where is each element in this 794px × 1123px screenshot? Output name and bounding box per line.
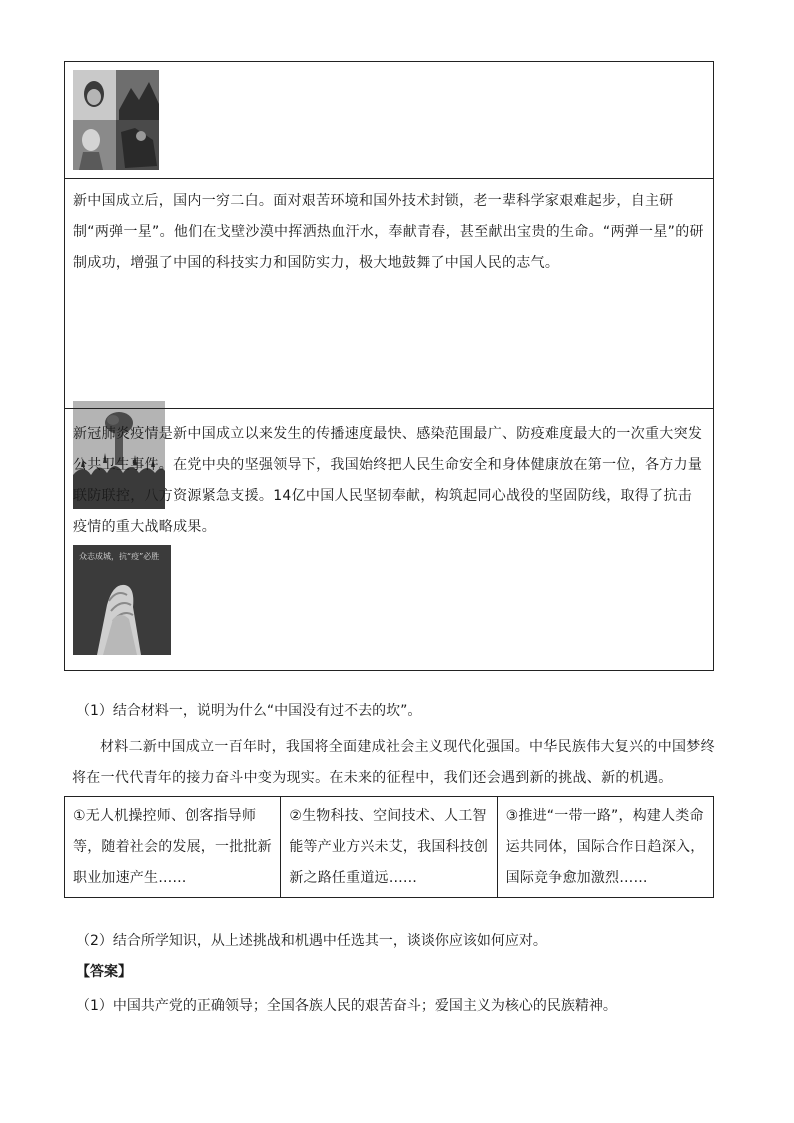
option-cell-1: ①无人机操控师、创客指导师等，随着社会的发展，一批批新职业加速产生…… [73,808,272,886]
answer-label: 【答案】 [76,964,132,980]
two-bombs-paragraph: 新中国成立后，国内一穷二白。面对艰苦环境和国外技术封锁，老一辈科学家艰难起步，自主研制“两弹一星”。他们在戈壁沙漠中挥洒热血汗水，奉献青春，甚至献出宝贵的生命。“两弹一星”的研制成功，增强了中国的科技实力和国防实力，极大地鼓舞了中国人民的志气。 [73,193,704,271]
epidemic-paragraph: 新冠肺炎疫情是新中国成立以来发生的传播速度最快、感染范围最广、防疫难度最大的一次重大突发公共卫生事件。在党中央的坚强领导下，我国始终把人民生命安全和身体健康放在第一位，各方力量联防联控，八方资源紧急支援。14亿中国人民坚韧奉献，构筑起同心战役的坚固防线，取得了抗击疫情的重大战略成果。 [73,426,703,535]
historical-photo-mosaic [73,70,159,170]
material-row-epidemic [65,408,713,670]
option-cell-2: ②生物科技、空间技术、人工智能等产业方兴未艾，我国科技创新之路任重道远…… [280,797,496,897]
poster-caption: 众志成城，抗“疫”必胜 [79,552,160,561]
challenge-options-table [64,796,714,898]
material-row-two-bombs [65,178,713,408]
material-row-photos [65,62,713,178]
question-2: （2）结合所学知识，从上述挑战和机遇中任选其一，谈谈你应该如何应对。 [76,933,547,949]
question-1: （1）结合材料一，说明为什么“中国没有过不去的坎”。 [76,703,422,719]
answer-1: （1）中国共产党的正确领导；全国各族人民的艰苦奋斗；爱国主义为核心的民族精神。 [76,998,617,1014]
material-two-paragraph: 材料二新中国成立一百年时，我国将全面建成社会主义现代化强国。中华民族伟大复兴的中国梦终将在一代代青年的接力奋斗中变为现实。在未来的征程中，我们还会遇到新的挑战、新的机遇。 [72,739,715,786]
option-cell-3: ③推进“一带一路”，构建人类命运共同体，国际合作日趋深入，国际竞争愈加激烈…… [497,797,713,897]
clasped-hands-poster [73,545,171,655]
material-one-table [64,61,714,671]
